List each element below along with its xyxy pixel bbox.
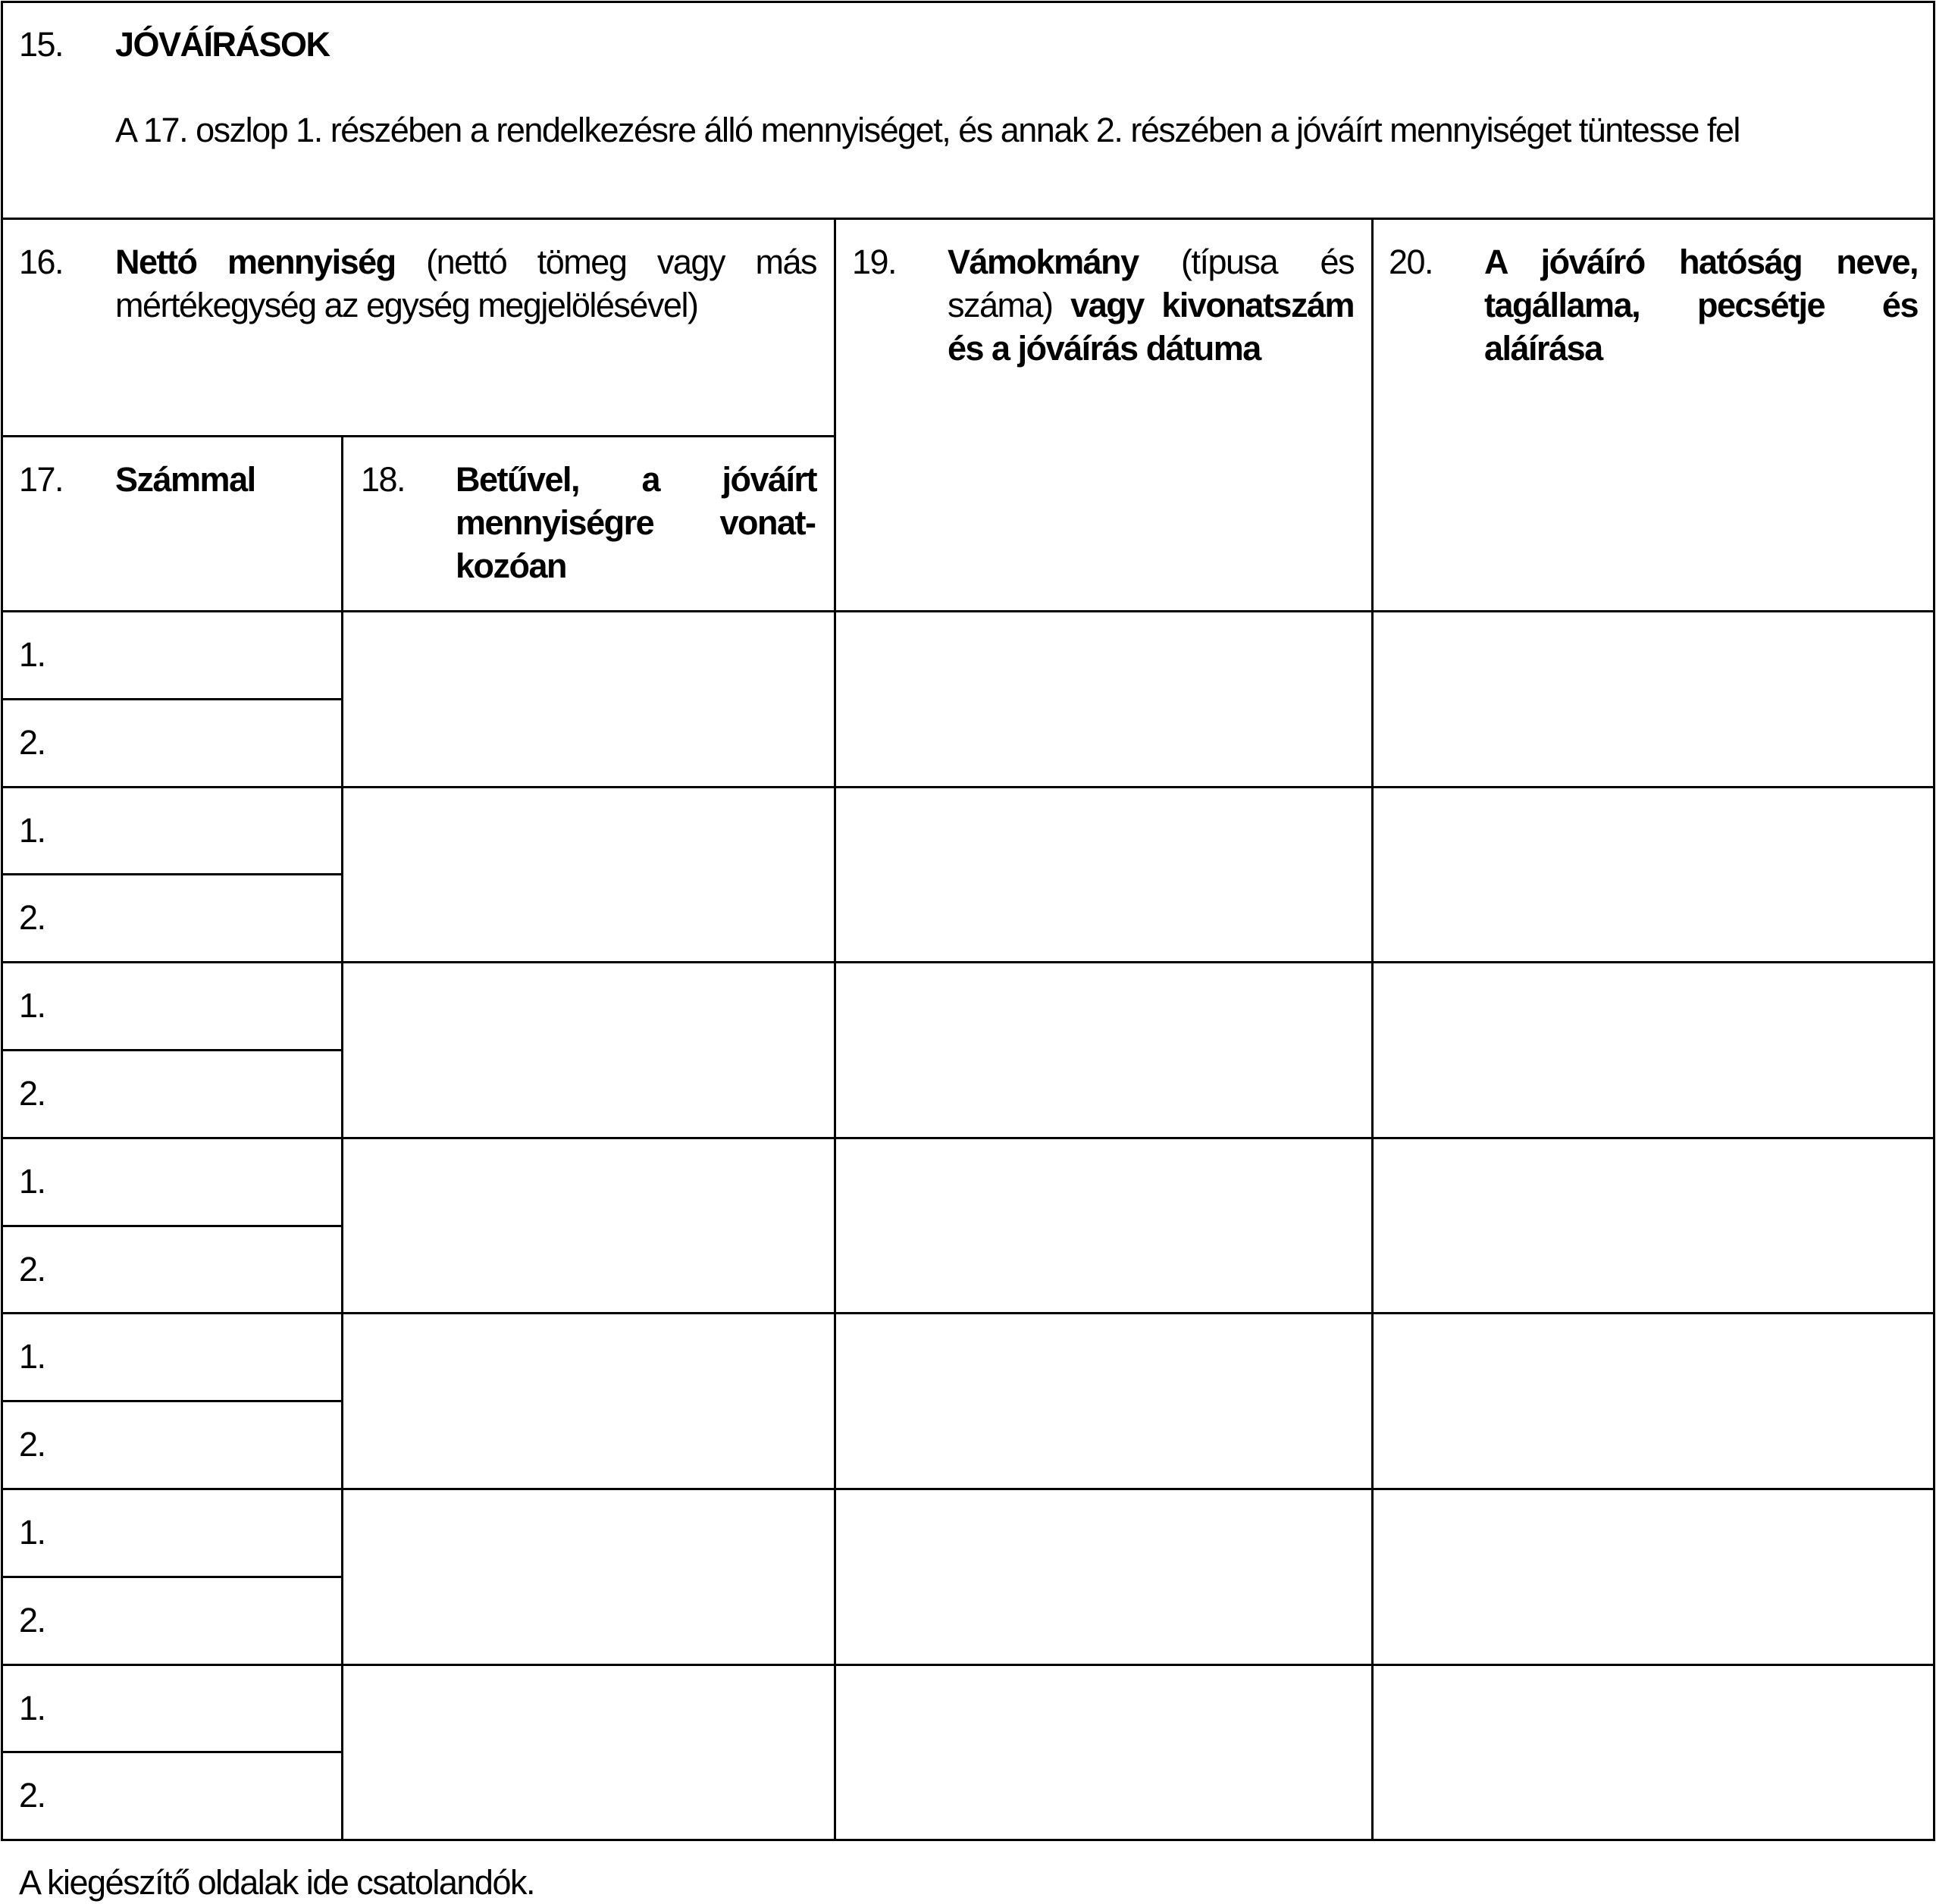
row-block-bottom-line <box>1 1488 1935 1490</box>
table-border-right <box>1933 1 1935 1840</box>
row-block-bottom-line <box>1 1664 1935 1666</box>
header-bottom-divider <box>1 610 1935 612</box>
row-label: 1. <box>19 635 45 674</box>
row-label: 1. <box>19 986 45 1025</box>
row-split-line <box>1 698 343 700</box>
row-split-line <box>1 1751 343 1753</box>
col17-number: 17. <box>19 460 64 499</box>
row-split-line <box>1 1576 343 1578</box>
row-label: 1. <box>19 1513 45 1552</box>
header-divider <box>1 218 1935 220</box>
row-block-bottom-line <box>1 1312 1935 1314</box>
row-label: 1. <box>19 1689 45 1727</box>
row-block-bottom-line <box>1 1839 1935 1841</box>
col19-bold2: vagy kivonatszám és a jóváírás dátuma <box>948 286 1354 368</box>
row-split-line <box>1 1049 343 1051</box>
row-label: 2. <box>19 898 45 937</box>
section15-number: 15. <box>19 25 64 64</box>
col20-number: 20. <box>1389 243 1433 281</box>
row-label: 1. <box>19 1337 45 1376</box>
footer-note: A kiegészítő oldalak ide csatolandók. <box>19 1863 534 1902</box>
col19-header <box>948 240 1354 370</box>
row-split-line <box>1 1400 343 1402</box>
col17-header <box>115 458 255 501</box>
row-block-bottom-line <box>1 786 1935 788</box>
col19-left-line <box>834 218 836 1840</box>
row-label: 1. <box>19 811 45 850</box>
col16-normal: (nettó tömeg vagy más mértékegység az egység megjelölésével) <box>115 243 817 324</box>
table-border-top <box>1 1 1935 3</box>
row-block-bottom-line <box>1 1137 1935 1139</box>
col20-header <box>1484 240 1918 370</box>
table-border-left <box>1 1 3 1840</box>
col20-left-line <box>1371 218 1374 1840</box>
row-label: 2. <box>19 723 45 762</box>
row-split-line <box>1 873 343 875</box>
col18-number: 18. <box>361 460 406 499</box>
row-label: 2. <box>19 1776 45 1815</box>
col19-bold1: Vámokmány <box>948 243 1139 281</box>
col19-normal: (típusa és száma) <box>948 243 1354 324</box>
col16-bold: Nettó mennyiség <box>115 243 396 281</box>
col16-header <box>115 240 816 327</box>
row-label: 1. <box>19 1162 45 1201</box>
col17-bold: Számmal <box>115 460 255 499</box>
col16-number: 16. <box>19 243 64 281</box>
col18-header <box>456 458 816 587</box>
section15-title-text: JÓVÁÍRÁSOK <box>115 25 330 64</box>
row-block-bottom-line <box>1 961 1935 963</box>
col18-bold: Betűvel, a jóváírt mennyiségre vonatkozóan <box>456 460 816 585</box>
col20-bold: A jóváíró hatóság neve, tagállama, pecsétje és aláírása <box>1484 243 1918 368</box>
row-label: 2. <box>19 1250 45 1289</box>
row-label: 2. <box>19 1074 45 1113</box>
col19-number: 19. <box>852 243 897 281</box>
row-label: 2. <box>19 1425 45 1464</box>
row-split-line <box>1 1225 343 1227</box>
section15-instruction: A 17. oszlop 1. részében a rendelkezésre álló mennyiséget, és annak 2. részében a jóváírt mennyiséget tüntesse fel <box>115 111 1740 149</box>
section15-title <box>115 23 330 66</box>
row-label: 2. <box>19 1601 45 1639</box>
col16-divider <box>1 435 835 437</box>
